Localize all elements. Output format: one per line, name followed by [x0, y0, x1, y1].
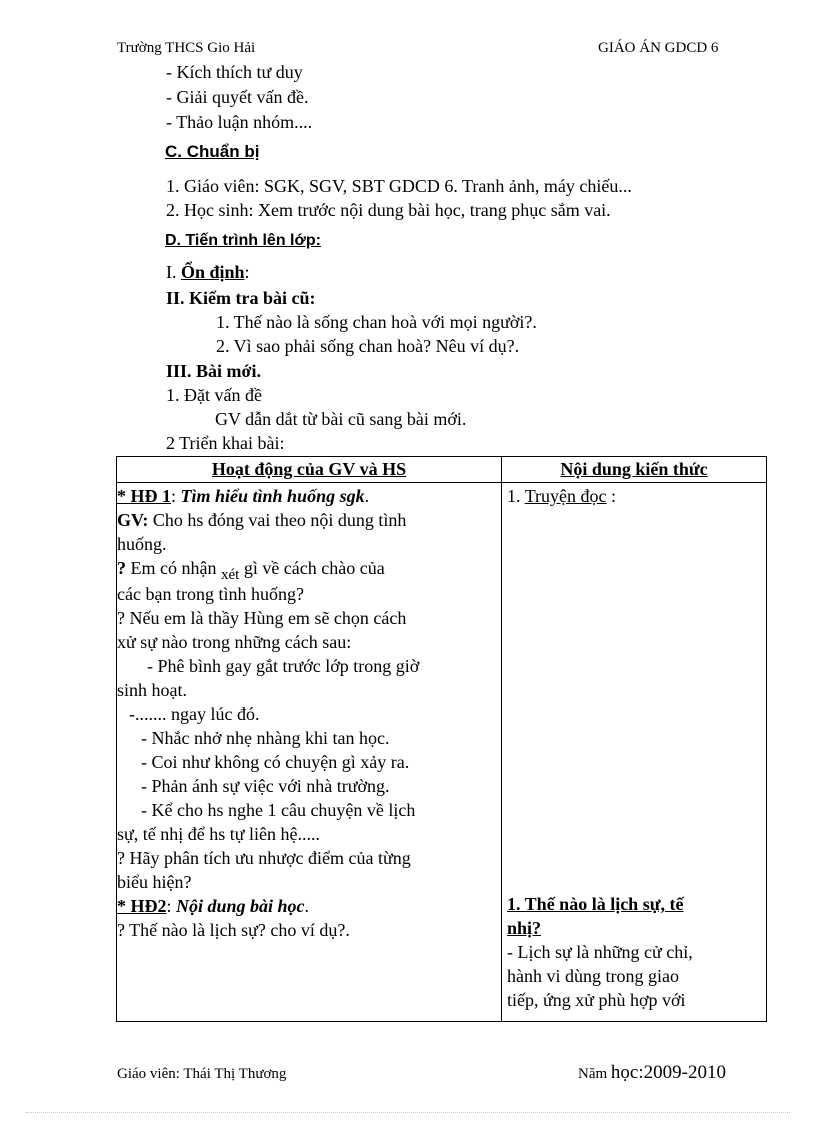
bottom-divider: [26, 1112, 790, 1113]
q1-line: [117, 556, 501, 582]
step-i-colon: :: [244, 262, 250, 282]
method-item: - Kích thích tư duy: [166, 62, 303, 82]
review-question: 2. Vì sao phải sống chan hoà? Nêu ví dụ?.: [216, 336, 520, 356]
hd2-line: [117, 894, 501, 918]
story-heading: [507, 484, 766, 508]
option-item: -....... ngay lúc đó.: [129, 704, 260, 724]
col-activity-header: Hoạt động của GV và HS: [117, 457, 502, 483]
step-i-number: I.: [166, 262, 181, 282]
option-item: - Coi như không có chuyện gì xảy ra.: [141, 752, 410, 772]
q1-a: Em có nhận: [126, 558, 221, 578]
school-name: Trường THCS Gio Hải: [117, 40, 256, 56]
story-title: Truyện đọc: [524, 486, 607, 506]
q1-line-2: các bạn trong tình huống?: [117, 584, 304, 604]
activity-cell: [117, 483, 502, 1022]
teacher-name: Giáo viên: Thái Thị Thương: [117, 1066, 287, 1082]
prep-student: 2. Học sinh: Xem trước nội dung bài học, trang phục sắm vai.: [166, 200, 611, 220]
hd1-label: * HĐ 1: [117, 486, 171, 506]
year-label: Năm: [578, 1066, 611, 1082]
gv-line: [117, 508, 501, 532]
step-iii-2: 2 Triển khai bài:: [166, 433, 285, 453]
section-c-heading: C. Chuẩn bị: [165, 142, 260, 161]
hd2-title: Nội dung bài học: [176, 896, 305, 916]
story-end: :: [606, 486, 617, 506]
subject-title: GIÁO ÁN GDCD 6: [598, 40, 719, 56]
lesson-table: [116, 456, 767, 1022]
gv-text: Cho hs đóng vai theo nội dung tình: [148, 510, 407, 530]
option-item: - Kể cho hs nghe 1 câu chuyện về lịch: [141, 800, 416, 820]
hd2-end: .: [304, 896, 310, 916]
hd1-sep: :: [171, 486, 181, 506]
hd2-label: * HĐ2: [117, 896, 167, 916]
col-content-header: Nội dung kiến thức: [502, 457, 767, 483]
step-ii-heading: II. Kiểm tra bài cũ:: [166, 288, 316, 308]
step-iii-heading: III. Bài mới.: [166, 361, 261, 381]
q3-line: ? Hãy phân tích ưu nhược điểm của từng: [117, 848, 411, 868]
section-d-heading: D. Tiến trình lên lớp:: [165, 232, 321, 249]
q3-line-2: biểu hiện?: [117, 872, 192, 892]
year-value: 2009-2010: [643, 1062, 726, 1083]
story-num: 1.: [507, 486, 525, 506]
prep-teacher: 1. Giáo viên: SGK, SGV, SBT GDCD 6. Tranh ảnh, máy chiếu...: [166, 176, 632, 196]
definition-line: tiếp, ứng xử phù hợp với: [507, 990, 686, 1010]
hd1-end: .: [364, 486, 370, 506]
politeness-heading-2: nhị?: [507, 918, 542, 938]
option-item: - Phản ánh sự việc với nhà trường.: [141, 776, 390, 796]
option-item: sự, tế nhị để hs tự liên hệ.....: [117, 824, 320, 844]
step-i: [166, 260, 250, 284]
method-item: - Giải quyết vấn đề.: [166, 87, 309, 107]
q1-mark: ?: [117, 558, 126, 578]
gv-line-2: huống.: [117, 534, 167, 554]
year-label-2: học:: [610, 1062, 644, 1083]
content-cell: [502, 483, 767, 1022]
option-item: - Nhắc nhở nhẹ nhàng khi tan học.: [141, 728, 390, 748]
step-iii-1: 1. Đặt vấn đề: [166, 385, 262, 405]
hd1-line: [117, 484, 501, 508]
step-iii-1-text: GV dẫn dắt từ bài cũ sang bài mới.: [215, 409, 467, 429]
step-i-title: Ổn định: [181, 262, 245, 282]
definition-line: - Lịch sự là những cử chỉ,: [507, 942, 693, 962]
gv-label: GV:: [117, 510, 149, 530]
hd2-sep: :: [166, 896, 177, 916]
q1-subscript: xét: [220, 567, 240, 583]
q2-line: ? Nếu em là thầy Hùng em sẽ chọn cách: [117, 608, 407, 628]
q1-b: gì về cách chào của: [239, 558, 385, 578]
q2-line-2: xử sự nào trong những cách sau:: [117, 632, 352, 652]
method-item: - Thảo luận nhóm....: [166, 112, 313, 132]
option-item: - Phê bình gay gắt trước lớp trong giờ: [147, 656, 420, 676]
q4-line: ? Thế nào là lịch sự? cho ví dụ?.: [117, 920, 350, 940]
school-year: [578, 1062, 726, 1084]
hd1-title: Tìm hiểu tình huống sgk: [180, 486, 365, 506]
review-question: 1. Thế nào là sống chan hoà với mọi người?.: [216, 312, 537, 332]
politeness-heading: 1. Thế nào là lịch sự, tế: [507, 894, 684, 914]
option-item: sinh hoạt.: [117, 680, 187, 700]
definition-line: hành vi dùng trong giao: [507, 966, 679, 986]
